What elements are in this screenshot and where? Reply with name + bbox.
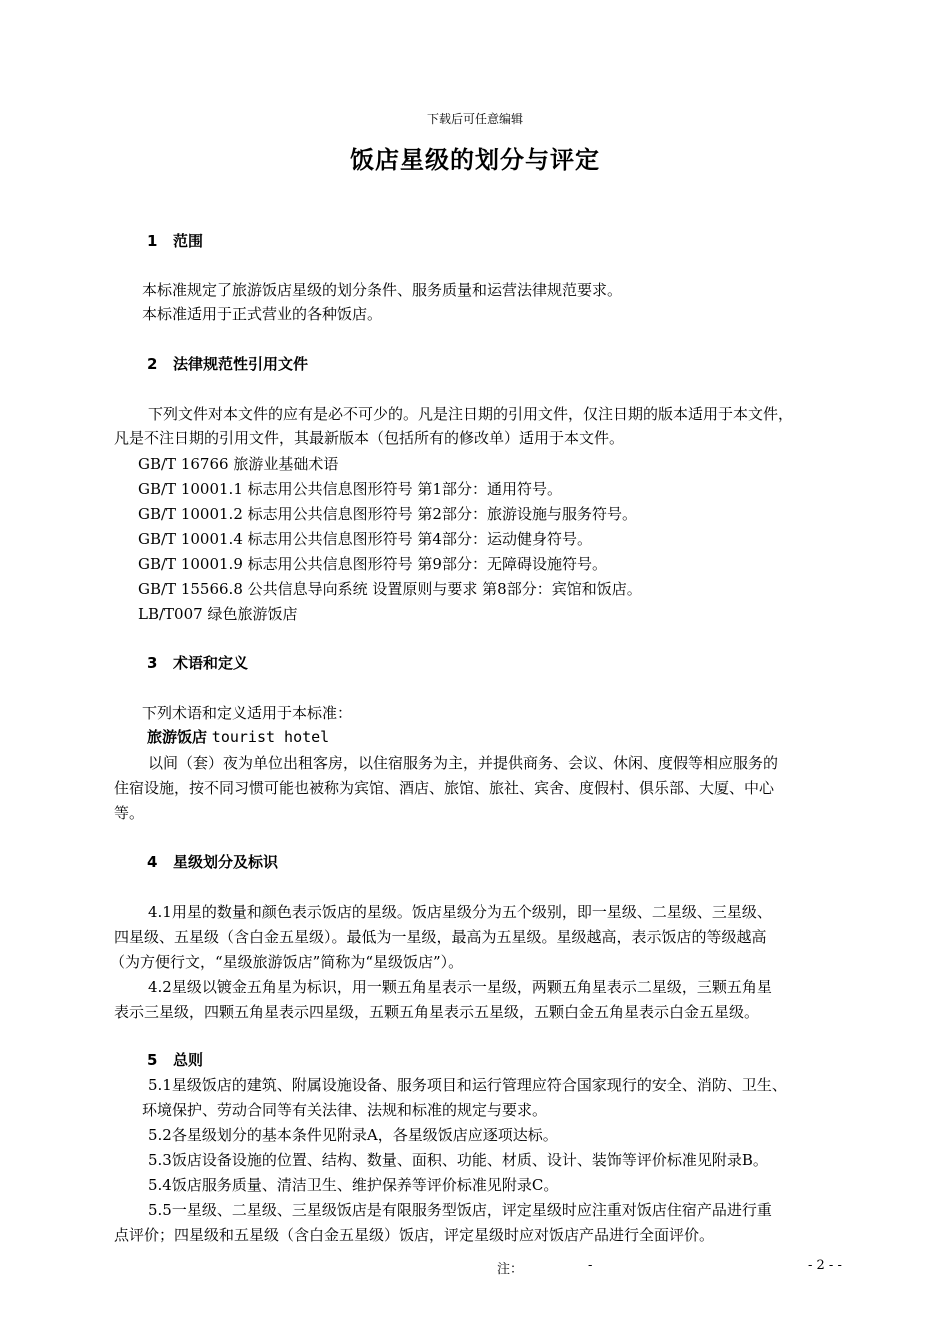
paragraph: 下列文件对本文件的应有是必不可少的。凡是注日期的引用文件，仅注日期的版本适用于本文件， [148,405,794,423]
header-note: 下载后可任意编辑 [426,112,523,126]
section-heading-3 [147,652,248,673]
reference-item: GB/T 15566.8 公共信息导向系统 设置原则与要求 第8部分：宾馆和饭店。 [138,580,642,598]
paragraph: 5.3饭店设备设施的位置、结构、数量、面积、功能、材质、设计、装饰等评价标准见附录B。 [148,1151,768,1169]
section-heading-2 [147,353,308,374]
document-title: 饭店星级的划分与评定 [350,146,600,174]
term-chinese: 旅游饭店 [147,728,208,746]
term-english: tourist hotel [211,728,330,746]
section-number: 4 [147,853,158,871]
section-number: 1 [147,232,158,250]
paragraph: 下列术语和定义适用于本标准： [142,704,353,722]
paragraph: 5.1星级饭店的建筑、附属设施设备、服务项目和运行管理应符合国家现行的安全、消防、卫生、 [148,1076,787,1094]
footer-dash: - [588,1258,593,1273]
reference-item: LB/T007 绿色旅游饭店 [138,605,298,623]
paragraph: 本标准适用于正式营业的各种饭店。 [142,305,383,323]
paragraph: 5.5一星级、二星级、三星级饭店是有限服务型饭店，评定星级时应注重对饭店住宿产品进行重 [148,1201,772,1219]
paragraph: 5.4饭店服务质量、清洁卫生、维护保养等评价标准见附录C。 [148,1176,559,1194]
paragraph: 4.2星级以镀金五角星为标识，用一颗五角星表示一星级，两颗五角星表示二星级，三颗五角星 [148,978,772,996]
section-number: 3 [147,654,158,672]
section-number: 5 [147,1051,158,1069]
section-title: 法律规范性引用文件 [173,355,309,373]
paragraph: 环境保护、劳动合同等有关法律、法规和标准的规定与要求。 [142,1101,548,1119]
section-title: 术语和定义 [173,654,249,672]
section-number: 2 [147,355,158,373]
section-title: 星级划分及标识 [173,853,279,871]
footer-note-label: 注： [497,1262,524,1277]
reference-item: GB/T 10001.2 标志用公共信息图形符号 第2部分：旅游设施与服务符号。 [138,505,637,523]
paragraph: 本标准规定了旅游饭店星级的划分条件、服务质量和运营法律规范要求。 [142,281,623,299]
definition-line: 等。 [114,804,145,822]
section-heading-1 [147,230,203,251]
paragraph: 凡是不注日期的引用文件，其最新版本（包括所有的修改单）适用于本文件。 [114,429,625,447]
section-title: 范围 [173,232,204,250]
reference-item: GB/T 10001.9 标志用公共信息图形符号 第9部分：无障碍设施符号。 [138,555,607,573]
paragraph: 5.2各星级划分的基本条件见附录A，各星级饭店应逐项达标。 [148,1126,558,1144]
paragraph: 4.1用星的数量和颜色表示饭店的星级。饭店星级分为五个级别，即一星级、二星级、三星级、 [148,903,772,921]
paragraph: 表示三星级，四颗五角星表示四星级，五颗五角星表示五星级，五颗白金五角星表示白金五星级。 [114,1003,760,1021]
section-heading-4 [147,851,278,872]
term-entry [147,726,329,747]
section-heading-5 [147,1049,203,1070]
paragraph: 四星级、五星级（含白金五星级）。最低为一星级，最高为五星级。星级越高，表示饭店的等级越高 [114,928,767,946]
paragraph: （为方便行文，“星级旅游饭店”简称为“星级饭店”）。 [110,953,464,971]
section-title: 总则 [173,1051,204,1069]
definition-line: 以间（套）夜为单位出租客房，以住宿服务为主，并提供商务、会议、休闲、度假等相应服务的 [148,754,779,772]
page-number: - 2 - - [808,1258,842,1273]
reference-item: GB/T 16766 旅游业基础术语 [138,455,339,473]
reference-item: GB/T 10001.4 标志用公共信息图形符号 第4部分：运动健身符号。 [138,530,592,548]
definition-line: 住宿设施，按不同习惯可能也被称为宾馆、酒店、旅馆、旅社、宾舍、度假村、俱乐部、大厦、中心 [114,779,775,797]
reference-item: GB/T 10001.1 标志用公共信息图形符号 第1部分：通用符号。 [138,480,562,498]
paragraph: 点评价；四星级和五星级（含白金五星级）饭店，评定星级时应对饭店产品进行全面评价。 [114,1226,715,1244]
